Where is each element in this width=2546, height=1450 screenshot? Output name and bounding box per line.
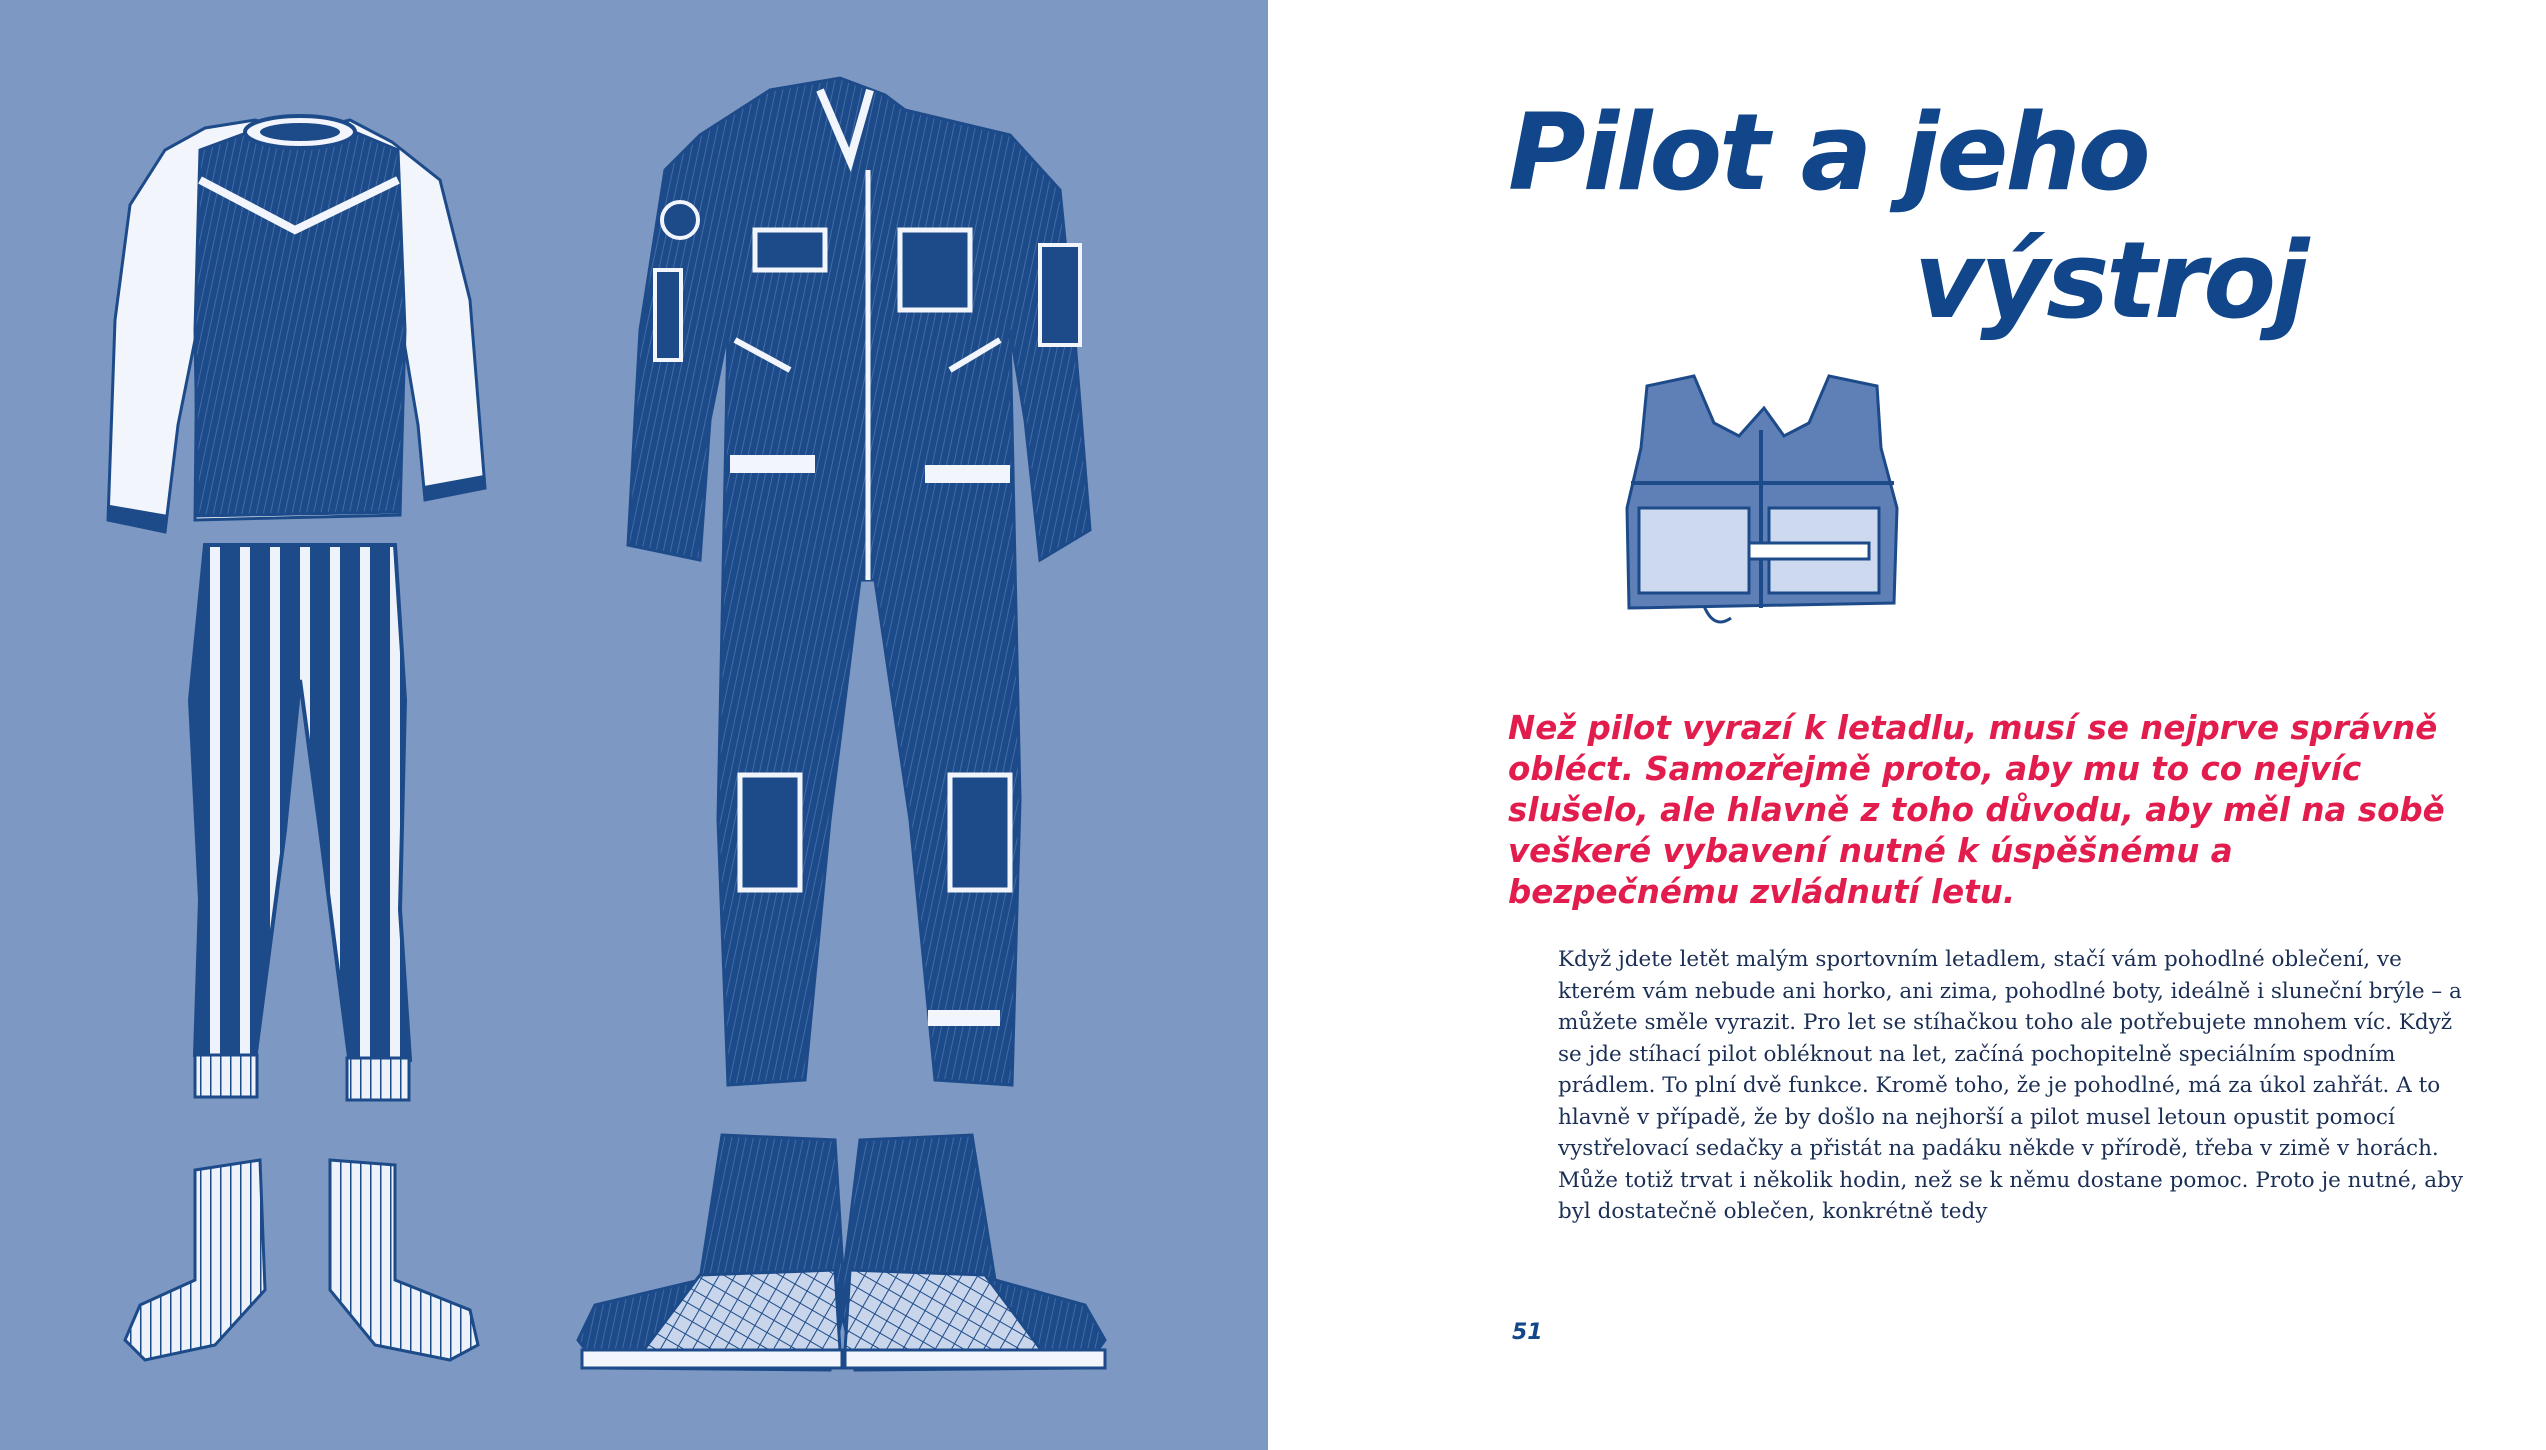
flight-suit: [628, 78, 1090, 1085]
socks: [125, 1160, 478, 1360]
flight-boots: [578, 1135, 1105, 1370]
striped-long-johns: [190, 545, 410, 1100]
thermal-shirt: [108, 116, 485, 532]
lead-paragraph: Než pilot vyrazí k letadlu, musí se nejprve správně obléct. Samozřejmě proto, aby mu to co nejvíc slušelo, ale hlavně z toho důvodu, aby měl na sobě veškeré vybavení nutné k úspěšnému a bezpečnému zvládnutí letu.: [1508, 709, 2445, 911]
survival-vest-illustration: [1619, 368, 1909, 638]
clothing-illustration: [0, 0, 1268, 1450]
page-title-line-1: Pilot a jeho: [1508, 91, 2148, 214]
right-page: [1268, 0, 2546, 1450]
left-page-illustration: [0, 0, 1268, 1450]
page-title-line-2: výstroj: [1914, 219, 2307, 342]
body-paragraph: Když jdete letět malým sportovním letadlem, stačí vám pohodlné oblečení, ve kterém vám nebude ani horko, ani zima, pohodlné boty, ideálně i sluneční brýle – a můžete směle vyrazit. Pro let se stíhačkou toho ale potřebujete mnohem víc. Když se jde stíhací pilot obléknout na let, začíná pochopitelně speciálním spodním prádlem. To plní dvě funkce. Kromě toho, že je pohodlné, má za úkol zahřát. A to hlavně v případě, že by došlo na nejhorší a pilot musel letoun opustit pomocí vystřelovací sedačky a přistát na padáku někde v přírodě, třeba v zimě v horách. Může totiž trvat i několik hodin, než se k němu dostane pomoc. Proto je nutné, aby byl dostatečně oblečen, konkrétně tedy: [1558, 947, 2463, 1224]
page-number: 51: [1512, 1320, 1543, 1345]
